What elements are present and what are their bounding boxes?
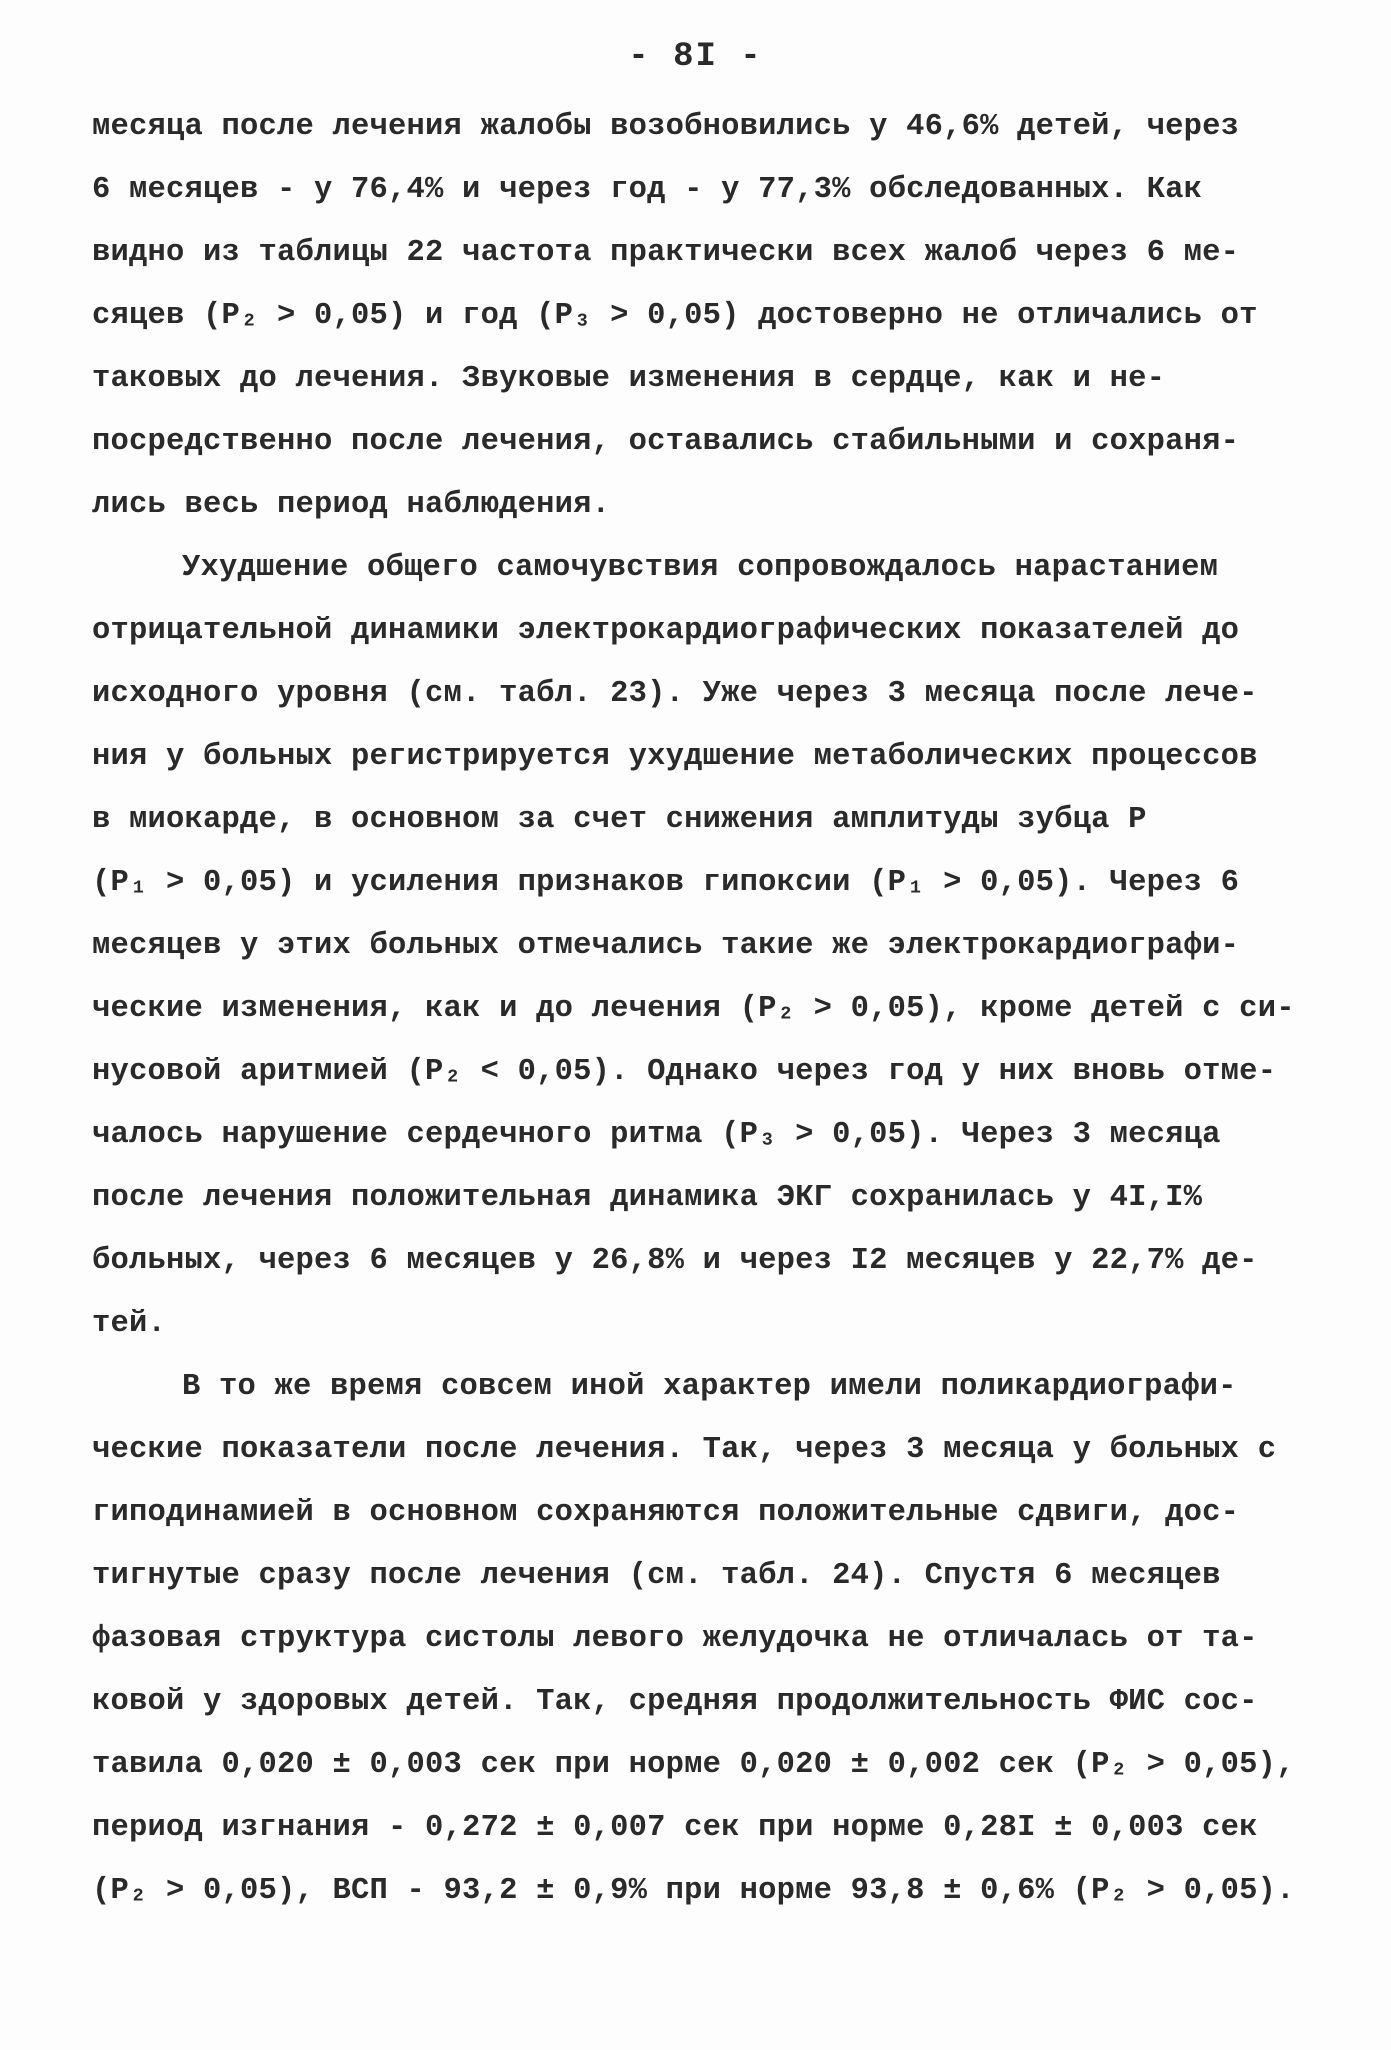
text-line: фазовая структура систолы левого желудочка не отличалась от та- [92,1622,1258,1656]
text-line: месяцев у этих больных отмечались такие же электрокардиографи- [92,929,1240,963]
text-line: (P₂ > 0,05), ВСП - 93,2 ± 0,9% при норме 93,8 ± 0,6% (P₂ > 0,05). [92,1874,1295,1908]
text-line: гиподинамией в основном сохраняются положительные сдвиги, дос- [92,1496,1240,1530]
text-line: чалось нарушение сердечного ритма (P₃ > 0,05). Через 3 месяца [92,1118,1221,1152]
text-line: исходного уровня (см. табл. 23). Уже через 3 месяца после лече- [92,677,1258,711]
text-line: ческие показатели после лечения. Так, через 3 месяца у больных с [92,1433,1277,1467]
text-line: видно из таблицы 22 частота практически всех жалоб через 6 ме- [92,236,1240,270]
text-line: (P₁ > 0,05) и усиления признаков гипоксии (P₁ > 0,05). Через 6 [92,866,1240,900]
text-line: ковой у здоровых детей. Так, средняя продолжительность ФИС сос- [92,1685,1258,1719]
text-line: Ухудшение общего самочувствия сопровождалось нарастанием [182,551,1219,585]
text-line: ческие изменения, как и до лечения (P₂ > 0,05), кроме детей с си- [92,992,1295,1026]
text-line: В то же время совсем иной характер имели поликардиографи- [182,1370,1237,1404]
text-line: период изгнания - 0,272 ± 0,007 сек при норме 0,28I ± 0,003 сек [92,1811,1258,1845]
text-line: больных, через 6 месяцев у 26,8% и через I2 месяцев у 22,7% де- [92,1244,1258,1278]
text-line: посредственно после лечения, оставались стабильными и сохраня- [92,425,1240,459]
text-line: в миокарде, в основном за счет снижения амплитуды зубца Р [92,803,1147,837]
text-line: после лечения положительная динамика ЭКГ сохранилась у 4I,I% [92,1181,1203,1215]
text-line: лись весь период наблюдения. [92,488,611,522]
text-line: 6 месяцев - у 76,4% и через год - у 77,3% обследованных. Как [92,173,1203,207]
paragraph-2 [92,537,1332,1356]
text-line: сяцев (P₂ > 0,05) и год (P₃ > 0,05) достоверно не отличались от [92,299,1258,333]
paragraph-1 [92,96,1332,537]
text-line: нусовой аритмией (P₂ < 0,05). Однако через год у них вновь отме- [92,1055,1277,1089]
text-line: тигнутые сразу после лечения (см. табл. 24). Спустя 6 месяцев [92,1559,1221,1593]
page-number: - 8I - [628,38,763,76]
body-text [92,96,1332,1923]
text-line: тавила 0,020 ± 0,003 сек при норме 0,020 ± 0,002 сек (P₂ > 0,05), [92,1748,1295,1782]
text-line: таковых до лечения. Звуковые изменения в сердце, как и не- [92,362,1166,396]
text-line: тей. [92,1307,167,1341]
text-line: ния у больных регистрируется ухудшение метаболических процессов [92,740,1258,774]
text-line: месяца после лечения жалобы возобновились у 46,6% детей, через [92,110,1240,144]
text-line: отрицательной динамики электрокардиографических показателей до [92,614,1240,648]
paragraph-3 [92,1356,1332,1923]
